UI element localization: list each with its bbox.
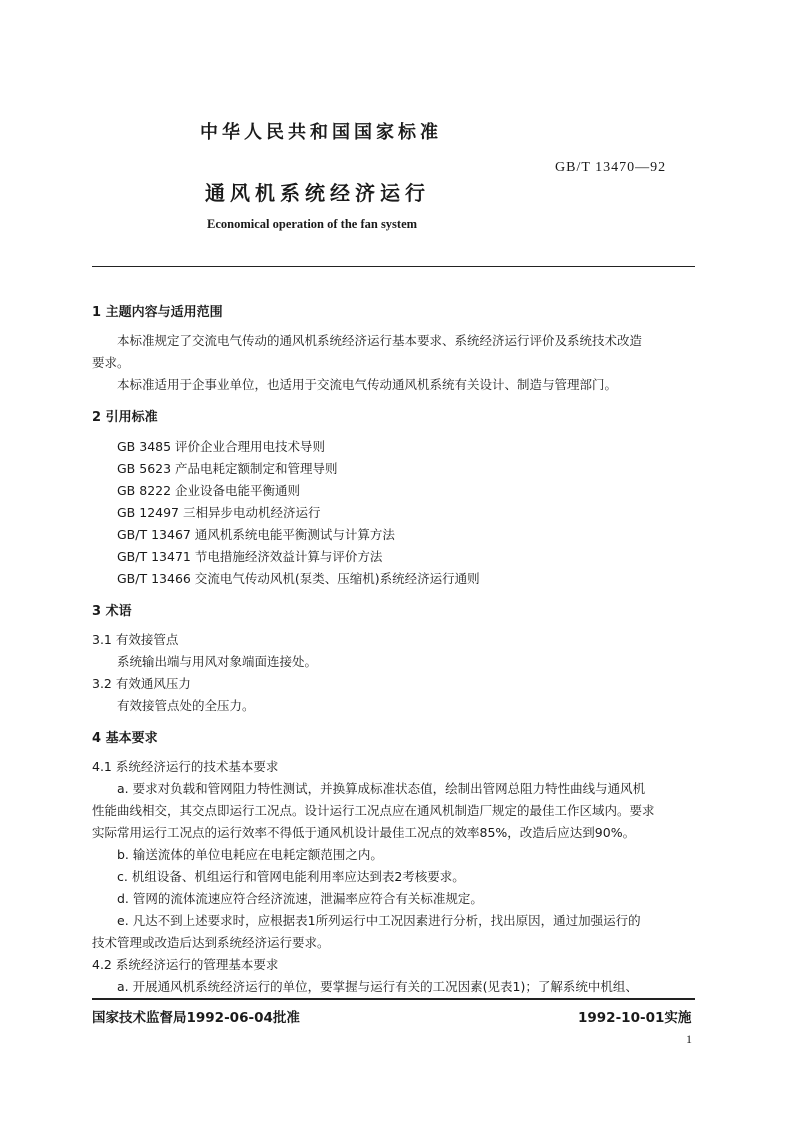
term-3-2-definition: 有效接管点处的全压力。 — [117, 698, 255, 713]
section-1-heading: 1 主题内容与适用范围 — [92, 305, 223, 320]
reference-item: GB 5623 产品电耗定额制定和管理导则 — [117, 461, 338, 476]
section-3-heading: 3 术语 — [92, 604, 132, 619]
section-1-paragraph-1: 本标准规定了交流电气传动的通风机系统经济运行基本要求、系统经济运行评价及系统技术改造 — [117, 333, 643, 348]
document-title-english: Economical operation of the fan system — [207, 217, 418, 231]
national-standard-heading: 中华人民共和国国家标准 — [200, 122, 442, 143]
section-1-paragraph-2: 本标准适用于企事业单位，也适用于交流电气传动通风机系统有关设计、制造与管理部门。 — [117, 377, 618, 392]
management-item-a: a. 开展通风机系统经济运行的单位，要掌握与运行有关的工况因素(见表1)；了解系统中机组、 — [117, 979, 638, 994]
item-b: b. 输送流体的单位电耗应在电耗定额范围之内。 — [117, 847, 383, 862]
reference-item: GB 3485 评价企业合理用电技术导则 — [117, 439, 326, 454]
subsection-4-2: 4.2 系统经济运行的管理基本要求 — [92, 957, 279, 972]
item-a-line-3: 实际常用运行工况点的运行效率不得低于通风机设计最佳工况点的效率85%，改造后应达到90%。 — [92, 825, 636, 840]
section-2-heading: 2 引用标准 — [92, 410, 158, 425]
item-c: c. 机组设备、机组运行和管网电能利用率应达到表2考核要求。 — [117, 869, 465, 884]
reference-item: GB/T 13467 通风机系统电能平衡测试与计算方法 — [117, 527, 395, 542]
footer-divider — [92, 998, 695, 1000]
header-divider — [92, 266, 695, 267]
item-e-line-2: 技术管理或改造后达到系统经济运行要求。 — [92, 935, 330, 950]
approval-date: 国家技术监督局1992-06-04批准 — [92, 1010, 300, 1026]
item-d: d. 管网的流体流速应符合经济流速，泄漏率应符合有关标准规定。 — [117, 891, 483, 906]
item-e-line-1: e. 凡达不到上述要求时，应根据表1所列运行中工况因素进行分析，找出原因，通过加强运行的 — [117, 913, 641, 928]
item-a-line-2: 性能曲线相交，其交点即运行工况点。设计运行工况点应在通风机制造厂规定的最佳工作区域内。要求 — [92, 803, 655, 818]
reference-item: GB 12497 三相异步电动机经济运行 — [117, 505, 321, 520]
section-4-heading: 4 基本要求 — [92, 731, 158, 746]
reference-item: GB 8222 企业设备电能平衡通则 — [117, 483, 301, 498]
section-1-paragraph-1-cont: 要求。 — [92, 355, 130, 370]
item-a-line-1: a. 要求对负载和管网阻力特性测试，并换算成标准状态值，绘制出管网总阻力特性曲线与通风机 — [117, 781, 646, 796]
term-3-1: 3.1 有效接管点 — [92, 632, 179, 647]
standard-code: GB/T 13470—92 — [555, 160, 667, 175]
effective-date: 1992-10-01实施 — [578, 1010, 692, 1026]
page-number: 1 — [686, 1032, 692, 1046]
subsection-4-1: 4.1 系统经济运行的技术基本要求 — [92, 759, 279, 774]
reference-item: GB/T 13466 交流电气传动风机(泵类、压缩机)系统经济运行通则 — [117, 571, 480, 586]
term-3-1-definition: 系统输出端与用风对象端面连接处。 — [117, 654, 318, 669]
reference-item: GB/T 13471 节电措施经济效益计算与评价方法 — [117, 549, 383, 564]
term-3-2: 3.2 有效通风压力 — [92, 676, 191, 691]
document-title: 通风机系统经济运行 — [205, 181, 430, 205]
